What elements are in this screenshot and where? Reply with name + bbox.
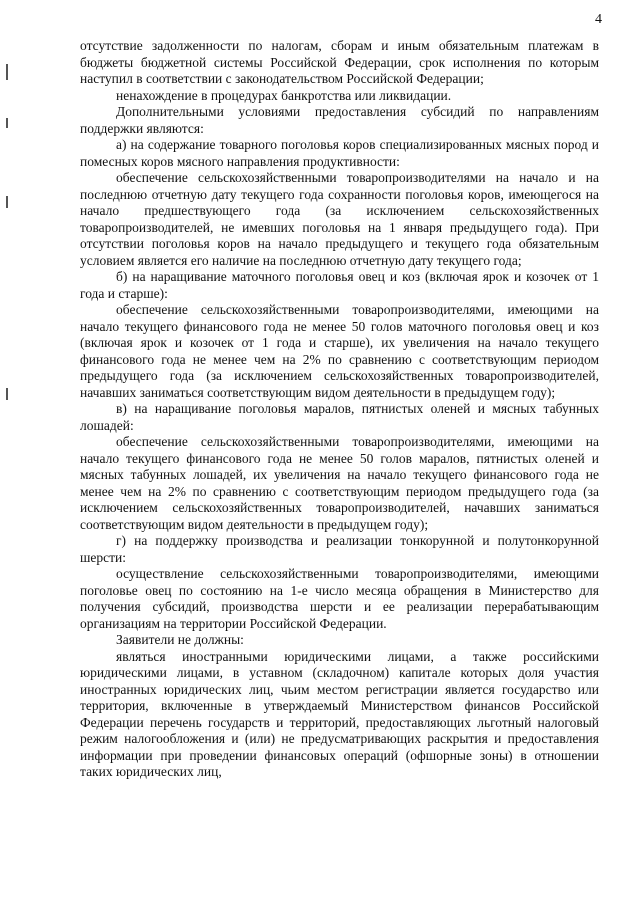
paragraph: а) на содержание товарного поголовья коров специализированных мясных пород и помесных коров мясного направления продуктивности: xyxy=(80,137,599,169)
paragraph: Дополнительными условиями предоставления субсидий по направлениям поддержки являются: xyxy=(80,104,599,136)
scan-margin-mark xyxy=(6,118,8,128)
scan-margin-mark xyxy=(6,388,8,400)
scan-margin-mark xyxy=(6,64,8,80)
paragraph: б) на наращивание маточного поголовья овец и коз (включая ярок и козочек от 1 года и старше): xyxy=(80,269,599,301)
paragraph: в) на наращивание поголовья маралов, пятнистых оленей и мясных табунных лошадей: xyxy=(80,401,599,433)
paragraph: Заявители не должны: xyxy=(116,632,244,647)
scan-margin-mark xyxy=(6,196,8,208)
document-body xyxy=(80,38,599,781)
paragraph: обеспечение сельскохозяйственными товаропроизводителями на начало и на последнюю отчетную дату текущего года сохранности поголовья коров, имеющегося на начало предшествующего года (за исключением сельскохозяйственных товаропроизводителей, не имевших поголовья на 1 января предыдущего года). При отсутствии поголовья коров на начало предыдущего и текущего года обязательным условием является его наличие на последнюю отчетную дату текущего года; xyxy=(80,170,599,268)
paragraph: ненахождение в процедурах банкротства или ликвидации. xyxy=(116,87,452,103)
paragraph: являться иностранными юридическими лицами, а также российскими юридическими лицами, в уставном (складочном) капитале которых доля участия иностранных юридических лиц, чьим местом регистрации является государство или территория, включенные в утверждаемый Министерством финансов Российской Федерации перечень государств и территорий, предоставляющих льготный налоговый режим налогообложения и (или) не предусматривающих раскрытия и предоставления информации при проведении финансовых операций (офшорные зоны) в отношении таких юридических лиц, xyxy=(80,648,599,779)
paragraph: осуществление сельскохозяйственными товаропроизводителями, имеющими поголовье овец по состоянию на 1-е число месяца обращения в Министерство для получения субсидий, производства шерсти и ее реализации перерабатывающим организациям на территории Российской Федерации. xyxy=(80,566,599,631)
paragraph: г) на поддержку производства и реализации тонкорунной и полутонкорунной шерсти: xyxy=(80,533,599,565)
page-number: 4 xyxy=(595,12,602,27)
paragraph: обеспечение сельскохозяйственными товаропроизводителями, имеющими на начало текущего финансового года не менее 50 голов маралов, пятнистых оленей и мясных табунных лошадей, их увеличения на начало текущего финансового года не менее чем на 2% по сравнению с соответствующим периодом предыдущего года (за исключением сельскохозяйственных товаропроизводителей, начавших заниматься соответствующим видом деятельности в предыдущем году); xyxy=(80,434,599,532)
paragraph: отсутствие задолженности по налогам, сборам и иным обязательным платежам в бюджеты бюджетной системы Российской Федерации, срок исполнения по которым наступил в соответствии с законодательством Российской Федерации; xyxy=(80,38,599,86)
paragraph: обеспечение сельскохозяйственными товаропроизводителями, имеющими на начало текущего финансового года не менее 50 голов маточного поголовья овец и коз (включая ярок и козочек от 1 года и старше), их увеличения на начало текущего финансового года не менее чем на 2% по сравнению с соответствующим периодом предыдущего года (за исключением сельскохозяйственных товаропроизводителей, начавших заниматься соответствующим видом деятельности в предыдущем году); xyxy=(80,302,599,400)
